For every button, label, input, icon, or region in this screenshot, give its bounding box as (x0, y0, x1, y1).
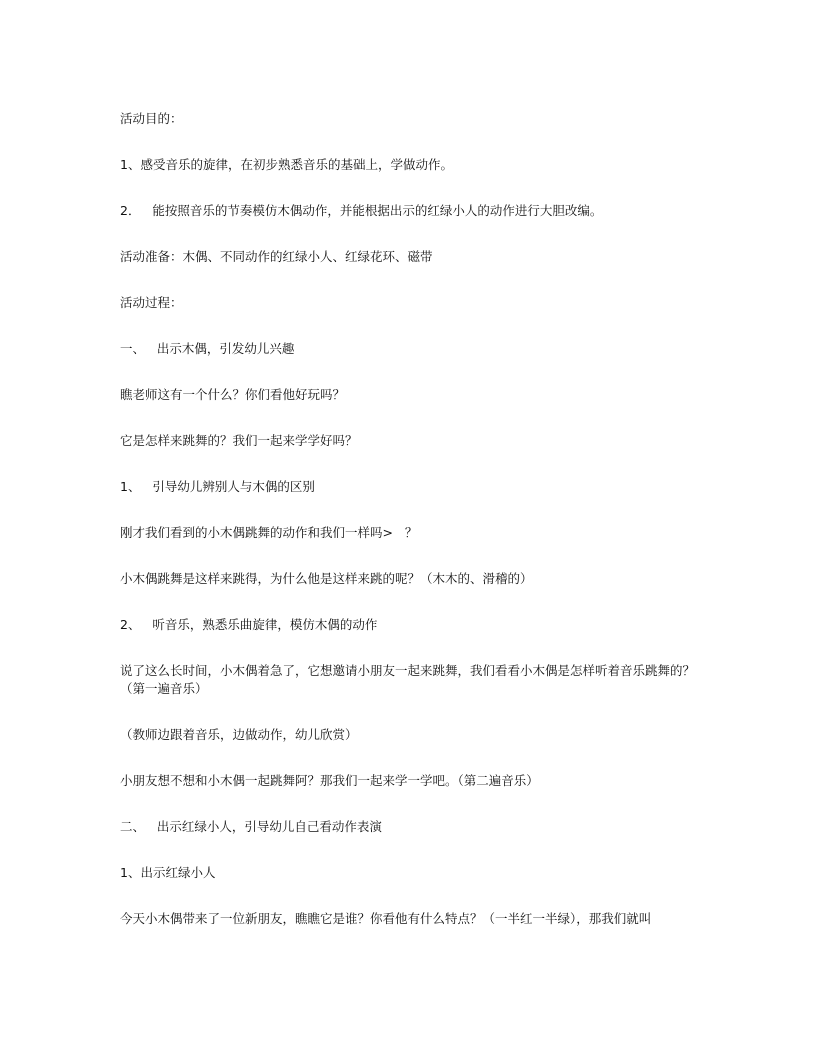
paragraph: 小朋友想不想和小木偶一起跳舞阿？那我们一起来学一学吧。（第二遍音乐） (120, 773, 539, 788)
sub-item-1b: 1、出示红绿小人 (120, 865, 216, 880)
paragraph: 小木偶跳舞是这样来跳得，为什么他是这样来跳的呢？（木木的、滑稽的） (120, 571, 533, 586)
paragraph: 刚才我们看到的小木偶跳舞的动作和我们一样吗> ？ (120, 525, 418, 540)
paragraph: 说了这么长时间，小木偶着急了，它想邀请小朋友一起来跳舞，我们看看小木偶是怎样听着音乐跳舞的？（第一遍音乐） (120, 663, 696, 696)
paragraph: 它是怎样来跳舞的？我们一起来学学好吗？ (120, 433, 358, 448)
paragraph: 瞧老师这有一个什么？你们看他好玩吗？ (120, 387, 346, 402)
goal-item-2: 2． 能按照音乐的节奏模仿木偶动作，并能根据出示的红绿小人的动作进行大胆改编。 (120, 203, 603, 218)
section-two-title: 二、 出示红绿小人，引导幼儿自己看动作表演 (120, 819, 382, 834)
sub-item-2: 2、 听音乐，熟悉乐曲旋律，模仿木偶的动作 (120, 617, 378, 632)
sub-item-1: 1、 引导幼儿辨别人与木偶的区别 (120, 479, 315, 494)
heading-activity-goals: 活动目的： (120, 111, 183, 126)
paragraph: （教师边跟着音乐，边做动作，幼儿欣赏） (120, 727, 358, 742)
heading-activity-process: 活动过程： (120, 295, 183, 310)
section-one-title: 一、 出示木偶，引发幼儿兴趣 (120, 341, 295, 356)
paragraph: 今天小木偶带来了一位新朋友，瞧瞧它是谁？你看他有什么特点？（一半红一半绿），那我们就叫 (120, 911, 652, 926)
activity-preparation: 活动准备：木偶、不同动作的红绿小人、红绿花环、磁带 (120, 249, 433, 264)
document-body (120, 110, 700, 928)
goal-item-1: 1、感受音乐的旋律，在初步熟悉音乐的基础上，学做动作。 (120, 157, 453, 172)
